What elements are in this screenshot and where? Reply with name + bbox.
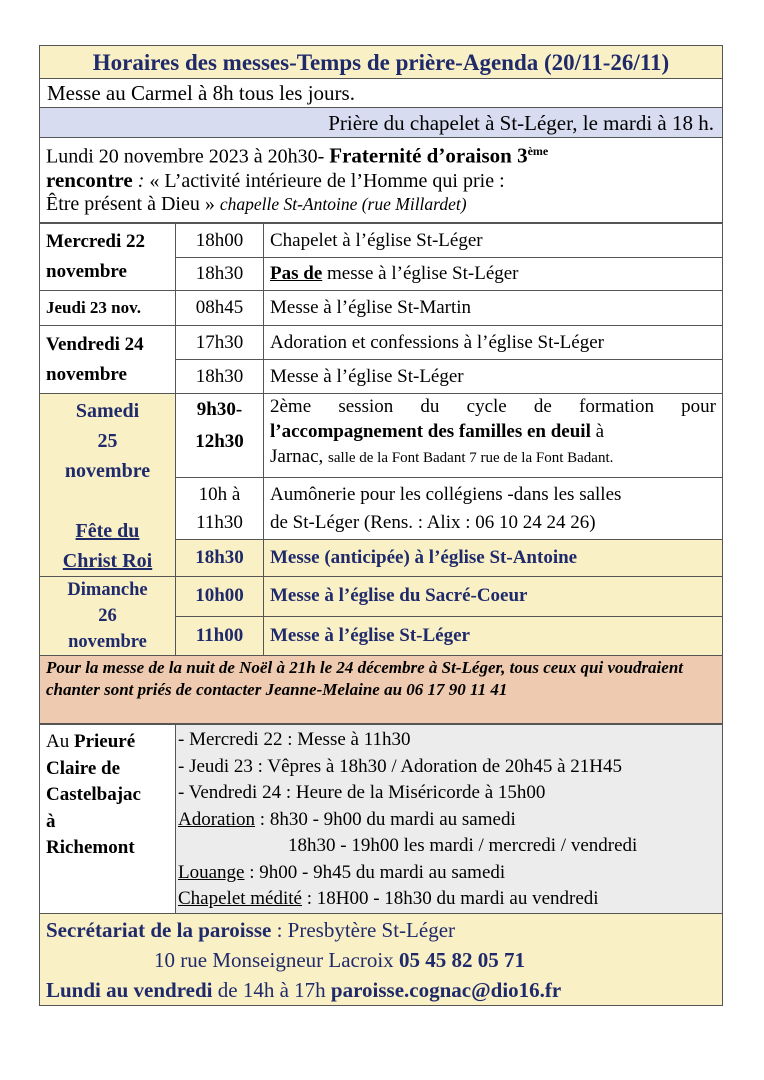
secretariat: [39, 914, 723, 1006]
prieure-place: Au Prieuré Claire de Castelbajac à Richemont: [40, 725, 176, 914]
table-row: [40, 291, 723, 326]
secretariat-phone: 05 45 82 05 71: [398, 947, 525, 972]
prieure-line: Louange : 9h00 - 9h45 du mardi au samedi: [178, 861, 506, 883]
prieure-line: Adoration : 8h30 - 9h00 du mardi au samedi: [178, 808, 516, 830]
lundi-theme: « L’activité intérieure de l’Homme qui prie :: [149, 169, 505, 192]
prieure-schedule: [176, 725, 723, 914]
day-vendredi: Vendredi 24 novembre: [40, 326, 176, 394]
samedi-date: 25: [97, 430, 118, 452]
table-row: [40, 394, 723, 478]
pas-de-label: Pas de: [270, 263, 323, 284]
schedule-table: [39, 223, 723, 656]
table-row: [40, 725, 723, 914]
time-cell: 08h45: [176, 291, 264, 326]
secretariat-label: Secrétariat de la paroisse: [46, 917, 272, 942]
feast-label: Fête du: [75, 520, 140, 542]
feast-name: Christ Roi: [62, 550, 153, 572]
event-cell: Aumônerie pour les collégiens -dans les salles de St-Léger (Rens. : Alix : 06 10 24 24 26): [264, 477, 723, 540]
prieure-line: - Vendredi 24 : Heure de la Miséricorde à 15h00: [178, 782, 546, 803]
samedi-label: Samedi: [75, 400, 140, 422]
time-cell: 17h30: [176, 326, 264, 360]
event-cell: [264, 258, 723, 291]
time-cell: 18h30: [176, 258, 264, 291]
table-row: [40, 326, 723, 360]
day-mercredi: Mercredi 22 novembre: [40, 224, 176, 291]
time-cell: 11h00: [176, 616, 264, 656]
time-cell: 18h30: [176, 540, 264, 577]
event-cell: Messe à l’église St-Léger: [264, 360, 723, 394]
lundi-theme-end: Être présent à Dieu »: [46, 192, 220, 215]
secretariat-line3: Lundi au vendredi de 14h à 17h paroisse.cognac@dio16.fr: [46, 977, 562, 1002]
event-cell: Messe à l’église du Sacré-Coeur: [264, 577, 723, 617]
event-cell: Messe (anticipée) à l’église St-Antoine: [264, 540, 723, 577]
prieure-line: - Mercredi 22 : Messe à 11h30: [178, 729, 411, 750]
secretariat-address: 10 rue Monseigneur Lacroix: [154, 947, 399, 972]
day-jeudi: Jeudi 23 nov.: [40, 291, 176, 326]
lundi-colon: :: [132, 169, 150, 192]
prieure-line: - Jeudi 23 : Vêpres à 18h30 / Adoration de 20h45 à 21H45: [178, 755, 622, 777]
secretariat-email[interactable]: paroisse.cognac@dio16.fr: [330, 977, 562, 1002]
event-cell: Messe à l’église St-Léger: [264, 616, 723, 656]
chapelet-prayer: Prière du chapelet à St-Léger, le mardi à 18 h.: [39, 108, 723, 138]
samedi-month: novembre: [64, 460, 151, 482]
table-row: [40, 577, 723, 617]
prieure-table: [39, 724, 723, 914]
lundi-sup: ème: [527, 144, 549, 158]
lundi-rencontre: rencontre: [46, 167, 133, 192]
prieure-line: Chapelet médité : 18H00 - 18h30 du mardi au vendredi: [178, 888, 599, 909]
day-samedi: [40, 394, 176, 577]
secretariat-place: Presbytère St-Léger: [287, 917, 456, 942]
lundi-event-title: Fraternité d’oraison 3: [329, 143, 528, 168]
time-cell: 10h00: [176, 577, 264, 617]
bulletin: [39, 45, 723, 1006]
time-cell: 9h30- 12h30: [176, 394, 264, 478]
lundi-event: [39, 138, 723, 223]
secretariat-days: Lundi au vendredi: [46, 977, 213, 1002]
event-cell: Messe à l’église St-Martin: [264, 291, 723, 326]
event-text: messe à l’église St-Léger: [322, 263, 519, 284]
event-highlight: l’accompagnement des familles en deuil: [270, 421, 591, 442]
christmas-notice: Pour la messe de la nuit de Noël à 21h le 24 décembre à St-Léger, tous ceux qui voudraient chanter sont priés de contacter Jeanne-Melaine au 06 17 90 11 41: [39, 656, 723, 724]
day-dimanche: Dimanche 26 novembre: [40, 577, 176, 656]
carmel-mass: Messe au Carmel à 8h tous les jours.: [39, 79, 723, 108]
lundi-date: Lundi 20 novembre 2023 à 20h30-: [46, 145, 330, 168]
page-title: Horaires des messes-Temps de prière-Agenda (20/11-26/11): [39, 45, 723, 79]
time-cell: 18h30: [176, 360, 264, 394]
event-cell: Chapelet à l’église St-Léger: [264, 224, 723, 258]
event-cell: 2ème session du cycle de formation pour l’accompagnement des familles en deuil à Jarnac, salle de la Font Badant 7 rue de la Font Badant.: [264, 394, 723, 478]
table-row: [40, 224, 723, 258]
time-cell: 10h à 11h30: [176, 477, 264, 540]
prieure-line: 18h30 - 19h00 les mardi / mercredi / vendredi: [288, 835, 638, 856]
secretariat-line2: [46, 945, 716, 975]
secretariat-line1: Secrétariat de la paroisse : Presbytère St-Léger: [46, 917, 456, 942]
event-cell: Adoration et confessions à l’église St-Léger: [264, 326, 723, 360]
time-cell: 18h00: [176, 224, 264, 258]
lundi-location: chapelle St-Antoine (rue Millardet): [219, 193, 467, 214]
